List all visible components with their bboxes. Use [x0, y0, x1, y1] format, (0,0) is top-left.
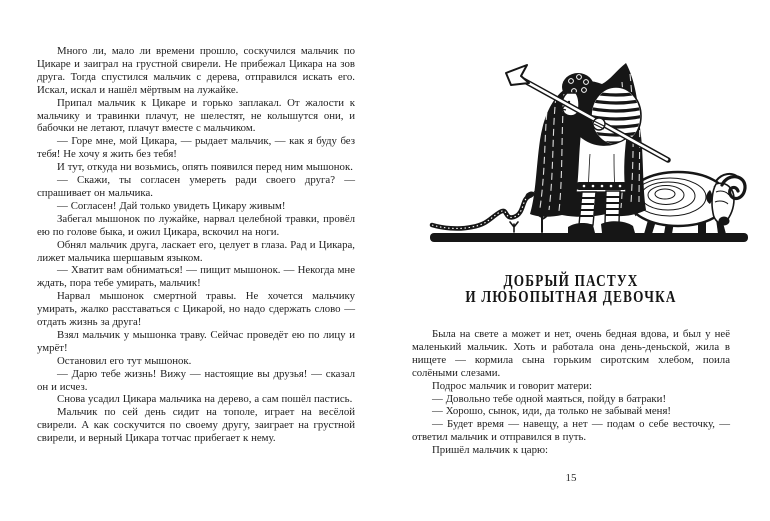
right-page [412, 328, 730, 457]
paragraph: — Согласен! Дай только увидеть Цикару живым! [57, 199, 286, 212]
paragraph: Пришёл мальчик к царю: [432, 444, 549, 457]
paragraph: — Хорошо, сынок, иди, да только не забывай меня! [432, 405, 672, 418]
paragraph: — Скажи, ты согласен умереть ради своего друга? — спрашивает он мальчика. [37, 174, 355, 199]
page-number: 15 [565, 472, 577, 484]
paragraph: Нарвал мышонок смертной травы. Не хочется мальчику умирать, жалко расставаться с Цикарой, но надо сдержать слово — отдать жизнь за друга! [37, 290, 355, 329]
paragraph: Подрос мальчик и говорит матери: [432, 379, 593, 392]
story-title [412, 273, 730, 305]
paragraph: Много ли, мало ли времени прошло, соскучился мальчик по Цикаре и заиграл на грустной свирели. Не прибежал Цикара на зов друга. Тогда спустился мальчик с дерева, отправился искать его. Искал, искал и нашёл мёртвым на лужайке. [37, 45, 355, 96]
paragraph: Обнял мальчик друга, ласкает его, целует в глаза. Рад и Цикара, лижет мальчика шершавым языком. [37, 238, 355, 264]
shepherd-figure [530, 63, 646, 233]
paragraph: Припал мальчик к Цикаре и горько заплакал. От жалости к мальчику и травинки плачут, не шелестят, не колышутся они, и бабочки не летают, плачут вместе с мальчиком. [37, 96, 355, 135]
paragraph: Забегал мышонок по лужайке, нарвал целебной травки, провёл ею по голове быка, и ожил Цикара, вскочил на ноги. [37, 212, 355, 238]
paragraph: Остановил его тут мышонок. [57, 354, 192, 367]
paragraph: Снова усадил Цикара мальчика на дерево, а сам пошёл пастись. [57, 393, 353, 406]
snake-figure [432, 188, 540, 228]
paragraph: — Будет время — навещу, а нет — подам о себе весточку, — ответил мальчик и отправился в путь. [412, 418, 730, 444]
paragraph: Взял мальчик у мышонка траву. Сейчас проведёт ею по лицу и умрёт! [37, 328, 355, 354]
paragraph: И тут, откуда ни возьмись, опять появился перед ним мышонок. [57, 161, 353, 174]
paragraph: — Дарю тебе жизнь! Вижу — настоящие вы друзья! — сказал он и исчез. [37, 367, 355, 393]
ground-line [430, 233, 748, 242]
paragraph: Мальчик по сей день сидит на тополе, играет на весёлой свирели. А как соскучится по своему другу, заиграет на грустной свирели, и верный Цикара тотчас прибегает к нему. [37, 406, 355, 445]
paragraph: — Хватит вам обниматься! — пищит мышонок. — Некогда мне ждать, пора тебе умирать, мальчик! [37, 264, 355, 290]
paragraph: — Горе мне, мой Цикара, — рыдает мальчик, — как я буду без тебя! Не хочу я жить без тебя! [37, 135, 355, 161]
paragraph: — Довольно тебе одной маяться, пойду в батраки! [432, 392, 667, 405]
story-illustration [428, 36, 750, 246]
paragraph: Была на свете а может и нет, очень бедная вдова, и был у неё маленький мальчик. Хоть и работала она день-деньской, жила в нищете — кормила сына горьким сиротским хлебом, поила солёными слезами. [412, 328, 730, 379]
story-title-line2: И ЛЮБОПЫТНАЯ ДЕВОЧКА [465, 287, 677, 306]
left-page [37, 45, 355, 445]
story-title-line1: ДОБРЫЙ ПАСТУХ [503, 271, 639, 290]
